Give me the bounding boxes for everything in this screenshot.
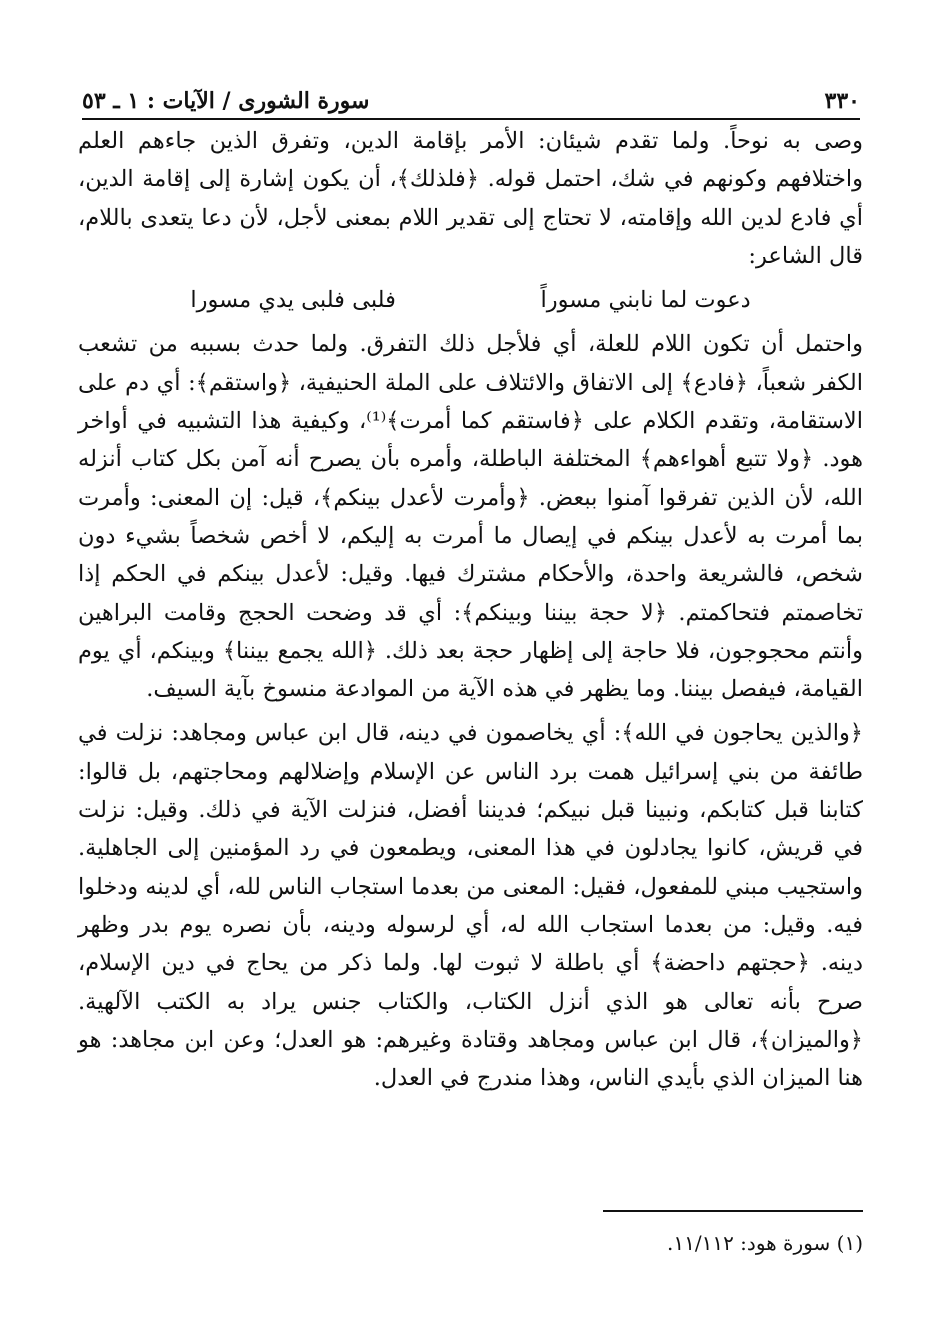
page-number: ٣٣٠ xyxy=(825,86,860,118)
paragraph: واحتمل أن تكون اللام للعلة، أي فلأجل ذلك التفرق. ولما حدث بسببه من تشعب الكفر شعباً، ﴿فادع﴾ إلى الاتفاق والائتلاف على الملة الحنيفية، ﴿واستقم﴾: أي دم على الاستقامة، وتقدم الكلام على ﴿فاستقم كما أمرت﴾⁽¹⁾، وكيفية هذا التشبيه في أواخر هود. ﴿ولا تتبع أهواءهم﴾ المختلفة الباطلة، وأمره بأن يصرح أنه آمن بكل كتاب أنزله الله، لأن الذين تفرقوا آمنوا ببعض. ﴿وأمرت لأعدل بينكم﴾، قيل: إن المعنى: وأمرت بما أمرت به لأعدل بينكم في إيصال ما أمرت به إليكم، لا أخص شخصاً بشيء دون شخص، فالشريعة واحدة، والأحكام مشترك فيها. وقيل: لأعدل بينكم في الحكم إذا تخاصمتم فتحاكمتم. ﴿لا حجة بيننا وبينكم﴾: أي قد وضحت الحجج وقامت البراهين وأنتم محجوجون، فلا حاجة إلى إظهار حجة بعد ذلك. ﴿الله يجمع بيننا﴾ وبينكم، أي يوم القيامة، فيفصل بيننا. وما يظهر في هذه الآية من الموادعة منسوخ بآية السيف. xyxy=(78,331,864,703)
running-header xyxy=(82,82,860,120)
main-text xyxy=(78,122,863,1097)
paragraph: وصى به نوحاً. ولما تقدم شيئان: الأمر بإقامة الدين، وتفرق الذين جاءهم العلم واختلافهم وكونهم في شك، احتمل قوله. ﴿فلذلك﴾، أن يكون إشارة إلى إقامة الدين، أي فادع لدين الله وإقامته، لا تحتاج إلى تقدير اللام بمعنى لأجل، لأن دعا يتعدى باللام، قال الشاعر: xyxy=(78,128,863,269)
footnote-divider xyxy=(603,1210,863,1212)
paragraph: ﴿والذين يحاجون في الله﴾: أي يخاصمون في دينه، قال ابن عباس ومجاهد: نزلت في طائفة من بني إسرائيل همت برد الناس عن الإسلام وإضلالهم ومحاجتهم، بل قالوا: كتابنا قبل كتابكم، ونبينا قبل نبيكم؛ فديننا أفضل، فنزلت الآية في ذلك. وقيل: نزلت في قريش، كانوا يجادلون في هذا المعنى، ويطمعون في رد المؤمنين إلى الجاهلية. واستجيب مبني للمفعول، فقيل: المعنى من بعدما استجاب الناس لله، أي لدينه ودخلوا فيه. وقيل: من بعدما استجاب الله له، أي لرسوله ودينه، بأن نصره يوم بدر وظهر دينه. ﴿حجتهم داحضة﴾ أي باطلة لا ثبوت لها. ولما ذكر من يحاج في دين الإسلام، صرح بأنه تعالى هو الذي أنزل الكتاب، والكتاب جنس يراد به الكتب الآلهية. ﴿والميزان﴾، قال ابن عباس ومجاهد وقتادة وغيرهم: هو العدل؛ وعن ابن مجاهد: هو هنا الميزان الذي بأيدي الناس، وهذا مندرج في العدل. xyxy=(78,720,863,1092)
verse-first-hemistich: دعوت لما نابني مسوراً xyxy=(540,287,751,314)
footnote: (١) سورة هود: ١١/١١٢. xyxy=(667,1231,863,1255)
poetry-verse xyxy=(78,281,863,319)
surah-title: سورة الشورى / الآيات : ١ ـ ٥٣ xyxy=(82,86,369,118)
verse-second-hemistich: فلبى فلبى يدي مسورا xyxy=(190,287,396,314)
